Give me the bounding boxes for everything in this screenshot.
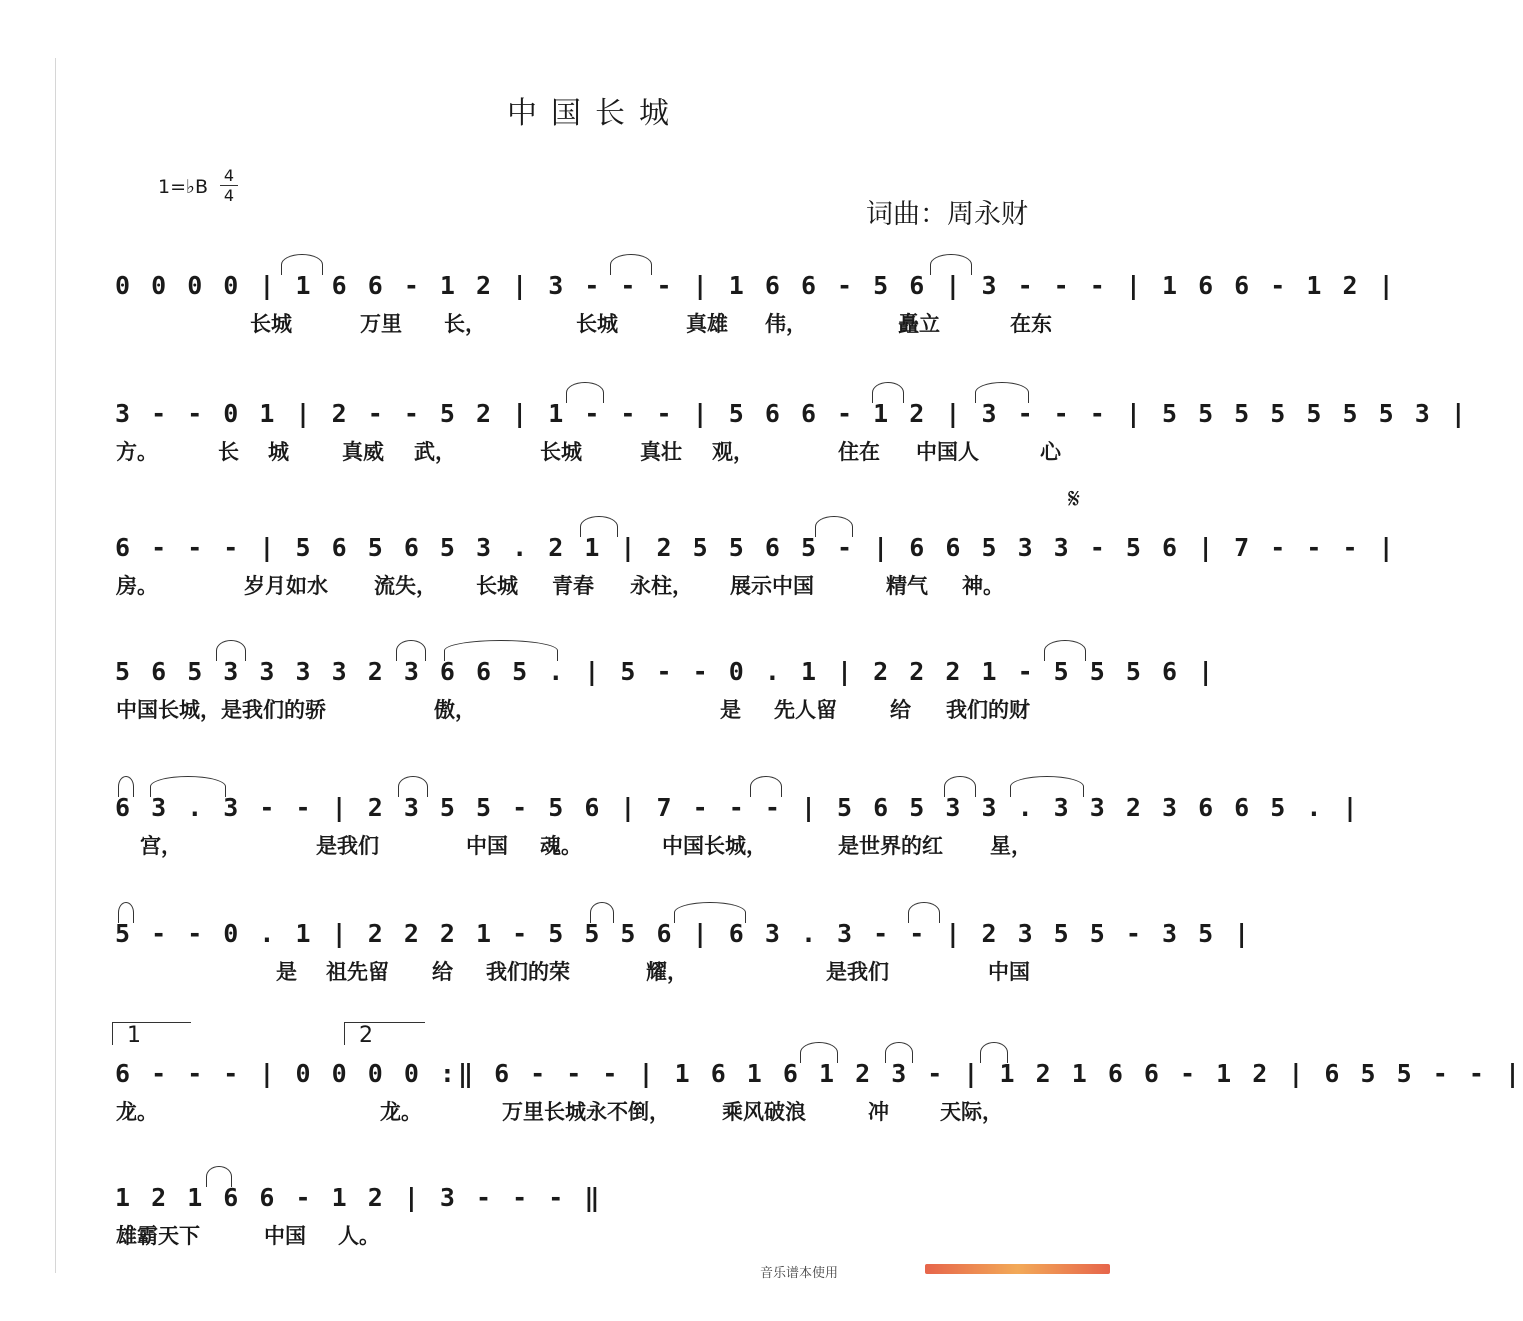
tie-arc — [150, 776, 226, 797]
tie-arc — [872, 382, 904, 403]
lyric: 长城 — [576, 312, 618, 336]
first-ending-number: 1 — [127, 1023, 141, 1048]
lyric: 精气 — [886, 574, 928, 598]
notation-line: 5 6 5 3 3 3 3 2 3 6 6 5 . | 5 - - 0 . 1 | 2 2 2 1 - 5 5 5 6 | — [115, 657, 1217, 686]
time-signature — [220, 166, 238, 205]
lyric: 岁月如水 — [244, 574, 328, 598]
lyric: 龙。 — [380, 1100, 422, 1124]
notation-line: 1 2 1 6 6 - 1 2 | 3 - - - ‖ — [115, 1183, 603, 1212]
lyric: 雄霸天下 — [116, 1224, 200, 1248]
lyric: 是我们 — [826, 960, 889, 984]
lyric: 长城 — [250, 312, 292, 336]
time-signature-bottom: 4 — [220, 185, 238, 205]
lyric: 在东 — [1010, 312, 1052, 336]
watermark-logo — [925, 1264, 1110, 1274]
lyric: 观， — [712, 440, 754, 464]
lyric: 是 — [720, 698, 741, 722]
tie-arc — [885, 1042, 913, 1063]
notation-line: 3 - - 0 1 | 2 - - 5 2 | 1 - - - | 5 6 6 - 1 2 | 3 - - - | 5 5 5 5 5 5 5 3 | — [115, 399, 1469, 428]
lyric: 龙。 — [116, 1100, 158, 1124]
lyric: 城 — [268, 440, 289, 464]
lyric: 先人留 — [774, 698, 837, 722]
second-ending-bracket — [344, 1022, 425, 1048]
lyric: 给 — [432, 960, 453, 984]
lyric: 魂。 — [540, 834, 582, 858]
tie-arc — [610, 254, 652, 275]
time-signature-top: 4 — [223, 166, 235, 185]
score-system-6 — [0, 916, 1253, 1026]
lyric: 万里长城永不倒， — [502, 1100, 670, 1124]
lyric: 矗立 — [898, 312, 940, 336]
lyric: 我们的荣 — [486, 960, 570, 984]
lyric: 方。 — [116, 440, 158, 464]
notation-line: 5 - - 0 . 1 | 2 2 2 1 - 5 5 5 6 | 6 3 . 3 - - | 2 3 5 5 - 3 5 | — [115, 919, 1253, 948]
lyric: 长 — [218, 440, 239, 464]
lyric: 长城 — [476, 574, 518, 598]
tie-arc — [118, 776, 134, 797]
composer-credit: 词曲：周永财 — [866, 199, 1028, 230]
first-ending-bracket — [112, 1022, 191, 1048]
watermark — [760, 1262, 1110, 1281]
tie-arc — [980, 1042, 1008, 1063]
score-system-1 — [0, 268, 1397, 378]
lyric: 中国长城，是我们的骄 — [116, 698, 326, 722]
lyric: 永柱， — [630, 574, 693, 598]
notation-line: 6 - - - | 5 6 5 6 5 3 . 2 1 | 2 5 5 6 5 - | 6 6 5 3 3 - 5 6 | 7 - - - | — [115, 533, 1397, 562]
tie-arc — [930, 254, 972, 275]
lyric: 青春 — [552, 574, 594, 598]
tie-arc — [815, 516, 853, 537]
tie-arc — [580, 516, 618, 537]
lyric: 宫， — [140, 834, 182, 858]
lyric: 真威 — [342, 440, 384, 464]
tie-arc — [750, 776, 782, 797]
tie-arc — [281, 254, 323, 275]
lyric: 中国人 — [916, 440, 979, 464]
second-ending-number: 2 — [359, 1023, 373, 1048]
lyric: 真壮 — [640, 440, 682, 464]
lyric: 长城 — [540, 440, 582, 464]
tie-arc — [1010, 776, 1084, 797]
lyric: 武， — [414, 440, 456, 464]
score-system-7 — [0, 1056, 1523, 1166]
notation-line: 0 0 0 0 | 1 6 6 - 1 2 | 3 - - - | 1 6 6 - 5 6 | 3 - - - | 1 6 6 - 1 2 | — [115, 271, 1397, 300]
lyric: 真雄 — [686, 312, 728, 336]
lyric: 是我们 — [316, 834, 379, 858]
notation-line: 6 - - - | 0 0 0 0 :‖ 6 - - - | 1 6 1 6 1 2 3 - | 1 2 1 6 6 - 1 2 | 6 5 5 - - | — [115, 1059, 1523, 1088]
lyric: 给 — [890, 698, 911, 722]
lyric: 人。 — [338, 1224, 380, 1248]
lyric: 星， — [990, 834, 1032, 858]
tie-arc — [674, 902, 746, 923]
lyric: 冲 — [868, 1100, 889, 1124]
tie-arc — [396, 640, 426, 661]
lyric: 是世界的红 — [838, 834, 943, 858]
lyric: 祖先留 — [326, 960, 389, 984]
lyric: 耀， — [646, 960, 688, 984]
tie-arc — [908, 902, 940, 923]
key-signature: 1=♭B — [158, 176, 209, 198]
lyric: 心 — [1040, 440, 1061, 464]
lyric: 神。 — [962, 574, 1004, 598]
lyric: 中国 — [988, 960, 1030, 984]
tie-arc — [975, 382, 1029, 403]
tie-arc — [944, 776, 976, 797]
watermark-text: 音乐谱本使用 — [760, 1266, 839, 1281]
lyric: 住在 — [838, 440, 880, 464]
lyric: 长， — [444, 312, 486, 336]
tie-arc — [1044, 640, 1086, 661]
score-system-2 — [0, 396, 1469, 506]
lyric: 房。 — [116, 574, 158, 598]
lyric: 中国长城， — [662, 834, 767, 858]
lyric: 我们的财 — [946, 698, 1030, 722]
lyric: 展示中国 — [730, 574, 814, 598]
score-system-4 — [0, 654, 1217, 764]
lyric: 伟， — [765, 312, 807, 336]
tie-arc — [566, 382, 604, 403]
notation-line: 6 3 . 3 - - | 2 3 5 5 - 5 6 | 7 - - - | 5 6 5 3 3 . 3 3 2 3 6 6 5 . | — [115, 793, 1361, 822]
lyric: 中国 — [264, 1224, 306, 1248]
tie-arc — [118, 902, 134, 923]
segno-icon: 𝄋 — [1068, 482, 1081, 515]
tie-arc — [800, 1042, 838, 1063]
tie-arc — [216, 640, 246, 661]
lyric: 流失， — [374, 574, 437, 598]
tie-arc — [444, 640, 558, 661]
score-system-3 — [0, 530, 1397, 640]
lyric: 天际， — [940, 1100, 1003, 1124]
score-system-5 — [0, 790, 1361, 900]
lyric: 中国 — [466, 834, 508, 858]
tie-arc — [206, 1166, 232, 1187]
tie-arc — [398, 776, 428, 797]
lyric: 傲， — [434, 698, 476, 722]
lyric: 是 — [276, 960, 297, 984]
lyric: 乘风破浪 — [722, 1100, 806, 1124]
song-title: 中国长城 — [507, 96, 683, 131]
tie-arc — [590, 902, 614, 923]
lyric: 万里 — [360, 312, 402, 336]
